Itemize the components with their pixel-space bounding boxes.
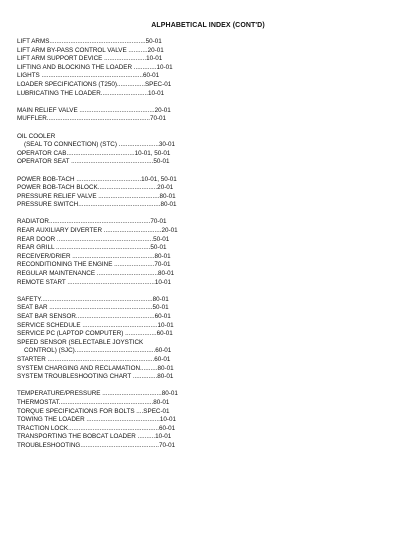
index-entry: REGULAR MAINTENANCE ...................................80-01 — [17, 270, 175, 278]
index-group-p — [17, 176, 197, 210]
index-group-s — [17, 296, 197, 382]
index-entry: MUFFLER...........................................................70-01 — [17, 115, 167, 123]
index-entry: MAIN RELIEF VALVE ...........................................20-01 — [17, 106, 171, 114]
index-entry: REAR DOOR .......................................................50-01 — [17, 235, 170, 243]
index-entry: SAFETY................................................................80-01 — [17, 295, 169, 303]
index-entry: POWER BOB-TACH BLOCK..................................20-01 — [17, 184, 174, 192]
index-entry: SEAT BAR SENSOR.............................................60-01 — [17, 313, 171, 320]
index-entry: LIFT ARM SUPPORT DEVICE ........................10-01 — [17, 55, 163, 63]
index-entry: RADIATOR..........................................................70-01 — [17, 218, 167, 226]
index-entry: SYSTEM CHARGING AND RECLAMATION..........80-01 — [17, 364, 174, 372]
index-group-l — [17, 38, 197, 98]
index-entry: REMOTE START ..................................................10-01 — [17, 278, 171, 286]
index-entry: TRANSPORTING THE BOBCAT LOADER ..........10-01 — [17, 433, 172, 441]
index-entry: LUBRICATING THE LOADER...........................10-01 — [17, 89, 165, 97]
index-entry: (SEAL TO CONNECTION) (STC) .......................30-01 — [24, 141, 176, 149]
index-entry: THERMOSTAT......................................................80-01 — [17, 398, 170, 406]
index-entry: PRESSURE RELIEF VALVE ...................................80-01 — [17, 192, 176, 200]
alphabetical-index — [17, 38, 197, 451]
index-group-r — [17, 218, 197, 287]
index-entry: OPERATOR CAB.......................................10-01, 50-01 — [17, 149, 171, 157]
index-entry: TRACTION LOCK....................................................60-01 — [17, 424, 176, 432]
index-entry: OIL COOLER — [17, 132, 56, 140]
index-entry: LIFT ARMS.......................................................50-01 — [17, 38, 162, 45]
index-entry: SERVICE SCHEDULE ...........................................10-01 — [17, 321, 174, 329]
index-entry: STARTER .............................................................60-01 — [17, 355, 171, 363]
index-entry: OPERATOR SEAT ...............................................50-01 — [17, 158, 170, 166]
index-group-o — [17, 133, 197, 167]
index-entry: SEAT BAR ...........................................................50-01 — [17, 304, 169, 312]
index-entry: LIFT ARM BY-PASS CONTROL VALVE ...........20-01 — [17, 46, 164, 54]
index-group-m — [17, 107, 197, 124]
index-entry: CONTROL) (SJC)..............................................60-01 — [24, 347, 172, 355]
index-entry: REAR AUXILIARY DIVERTER .................................20-01 — [17, 227, 178, 235]
index-entry: SYSTEM TROUBLESHOOTING CHART ..............80-01 — [17, 373, 174, 381]
index-entry: TORQUE SPECIFICATIONS FOR BOLTS ....SPEC-01 — [17, 407, 170, 415]
index-entry: LIGHTS ..........................................................60-01 — [17, 72, 160, 80]
index-entry: POWER BOB-TACH .....................................10-01, 50-01 — [17, 175, 177, 183]
index-entry: TOWING THE LOADER ..........................................10-01 — [17, 416, 176, 424]
index-entry: TROUBLESHOOTING.............................................70-01 — [17, 441, 176, 449]
index-entry: LIFTING AND BLOCKING THE LOADER .............10-01 — [17, 63, 173, 71]
index-group-t — [17, 390, 197, 450]
index-entry: RECEIVER/DRIER ...............................................80-01 — [17, 252, 171, 260]
index-entry: TEMPERATURE/PRESSURE ..................................80-01 — [17, 390, 178, 398]
index-entry: RECONDITIONING THE ENGINE .......................70-01 — [17, 261, 171, 269]
index-entry: PRESSURE SWITCH...............................................80-01 — [17, 201, 177, 209]
index-entry: LOADER SPECIFICATIONS (T250)................SPEC-01 — [17, 80, 172, 88]
index-entry: SPEED SENSOR (SELECTABLE JOYSTICK — [17, 338, 144, 346]
page-title: ALPHABETICAL INDEX (CONT'D) — [151, 22, 265, 29]
index-entry: REAR GRILL ......................................................50-01 — [17, 244, 167, 252]
index-entry: SERVICE PC (LAPTOP COMPUTER) ..................60-01 — [17, 330, 173, 338]
